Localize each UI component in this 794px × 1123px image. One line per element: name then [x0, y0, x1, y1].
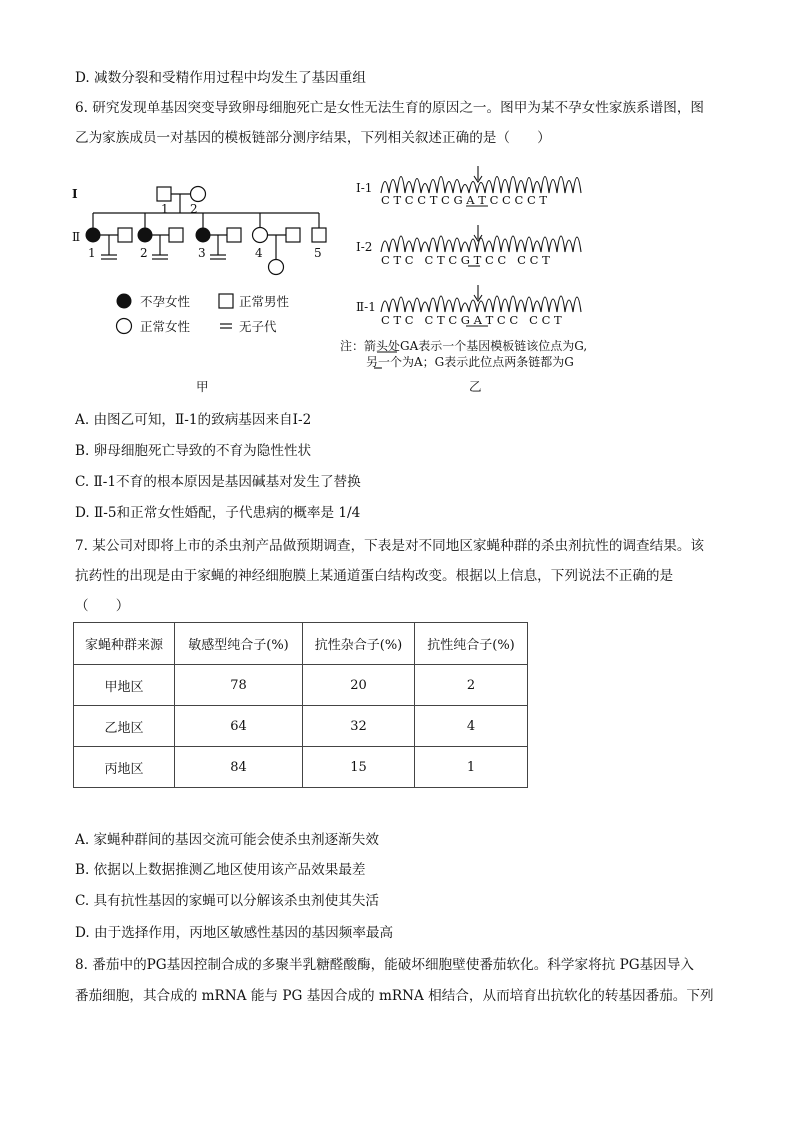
pedigree-I-2 [191, 187, 206, 202]
question-7-line1: 7. 某公司对即将上市的杀虫剂产品做预期调查，下表是对不同地区家蝇种群的杀虫剂抗性的调查结果。该 [75, 538, 705, 554]
question-8-line1: 8. 番茄中的PG基因控制合成的多聚半乳糖醛酸酶，能破坏细胞壁使番茄软化。科学家将抗 PG基因导入 [75, 957, 694, 973]
gen-label-I: I [72, 187, 78, 201]
option-q7-c: C. 具有抗性基因的家蝇可以分解该杀虫剂使其失活 [75, 893, 380, 909]
figure-caption-yi: 乙 [469, 379, 482, 394]
svg-text:1: 1 [161, 202, 169, 216]
option-q6-d: D. Ⅱ-5和正常女性婚配，子代患病的概率是 1/4 [75, 505, 361, 521]
table-cell: 78 [175, 665, 303, 706]
question-7-line2: 抗药性的出现是由于家蝇的神经细胞膜上某通道蛋白结构改变。根据以上信息，下列说法不正确的是 [75, 568, 674, 584]
svg-text:不孕女性: 不孕女性 [140, 294, 191, 309]
seq-II-1: C T C C T C G A T C C C C T [381, 313, 562, 327]
svg-text:正常男性: 正常男性 [239, 294, 290, 309]
question-8-line2: 番茄细胞，其合成的 mRNA 能与 PG 基因合成的 mRNA 相结合，从而培育出抗软化的转基因番茄。下列 [75, 988, 714, 1004]
table-header: 抗性杂合子(%) [303, 623, 415, 665]
table-cell: 甲地区 [74, 665, 175, 706]
seq-label-I-2: Ⅰ-2 [356, 240, 373, 254]
seq-label-I-1: Ⅰ-1 [356, 181, 373, 195]
option-q6-b: B. 卵母细胞死亡导致的不育为隐性性状 [75, 443, 312, 459]
gen-label-II: Ⅱ [72, 230, 81, 244]
resistance-table [73, 622, 528, 788]
pedigree-I-1 [157, 187, 171, 201]
pedigree-II-3 [196, 228, 211, 243]
pedigree-figure [60, 175, 350, 400]
seq-I-2: C T C C T C G T C C C C T [381, 253, 550, 267]
option-q6-a: A. 由图乙可知，Ⅱ-1的致病基因来自Ⅰ-2 [75, 412, 312, 428]
table-cell: 4 [415, 706, 528, 747]
svg-text:2: 2 [190, 202, 198, 216]
table-cell: 乙地区 [74, 706, 175, 747]
figure-caption-jia: 甲 [196, 379, 209, 394]
table-cell: 丙地区 [74, 747, 175, 788]
question-7-line3: （ ） [75, 598, 130, 614]
pedigree-II-5 [312, 228, 326, 242]
table-header-row [74, 623, 528, 665]
pedigree-II-2 [138, 228, 153, 243]
pedigree-II-1 [86, 228, 101, 243]
sequencing-figure [335, 158, 635, 398]
pedigree-III-child [269, 260, 284, 275]
svg-text:3: 3 [198, 246, 206, 260]
table-cell: 15 [303, 747, 415, 788]
question-6-line1: 6. 研究发现单基因突变导致卵母细胞死亡是女性无法生育的原因之一。图甲为某不孕女性家族系谱图，图 [75, 100, 705, 116]
table-header: 敏感型纯合子(%) [175, 623, 303, 665]
table-header: 家蝇种群来源 [74, 623, 175, 665]
table-cell: 1 [415, 747, 528, 788]
seq-note-line2: 另一个为A；G表示此位点两条链都为G [366, 355, 574, 369]
svg-text:4: 4 [255, 246, 263, 260]
svg-text:1: 1 [88, 246, 96, 260]
option-q7-d: D. 由于选择作用，丙地区敏感性基因的基因频率最高 [75, 925, 394, 941]
seq-note-line1: 注：箭头处GA表示一个基因模板链该位点为G, [340, 339, 588, 353]
table-cell: 84 [175, 747, 303, 788]
svg-text:无子代: 无子代 [239, 319, 277, 334]
option-q6-c: C. Ⅱ-1不育的根本原因是基因碱基对发生了替换 [75, 474, 361, 490]
option-q7-a: A. 家蝇种群间的基因交流可能会使杀虫剂逐渐失效 [75, 832, 379, 848]
table-row [74, 706, 528, 747]
table-cell: 64 [175, 706, 303, 747]
svg-text:5: 5 [314, 246, 322, 260]
option-q5-d: D. 减数分裂和受精作用过程中均发生了基因重组 [75, 70, 366, 86]
table-cell: 32 [303, 706, 415, 747]
table-header: 抗性纯合子(%) [415, 623, 528, 665]
option-q7-b: B. 依据以上数据推测乙地区使用该产品效果最差 [75, 862, 366, 878]
table-row [74, 747, 528, 788]
svg-text:正常女性: 正常女性 [140, 319, 191, 334]
svg-text:2: 2 [140, 246, 148, 260]
pedigree-II-4 [253, 228, 268, 243]
seq-label-II-1: Ⅱ-1 [356, 300, 376, 314]
question-6-line2: 乙为家族成员一对基因的模板链部分测序结果，下列相关叙述正确的是（ ） [75, 130, 551, 146]
table-cell: 2 [415, 665, 528, 706]
table-row [74, 665, 528, 706]
table-cell: 20 [303, 665, 415, 706]
seq-I-1: C T C C T C G A T C C C C T [381, 193, 548, 207]
